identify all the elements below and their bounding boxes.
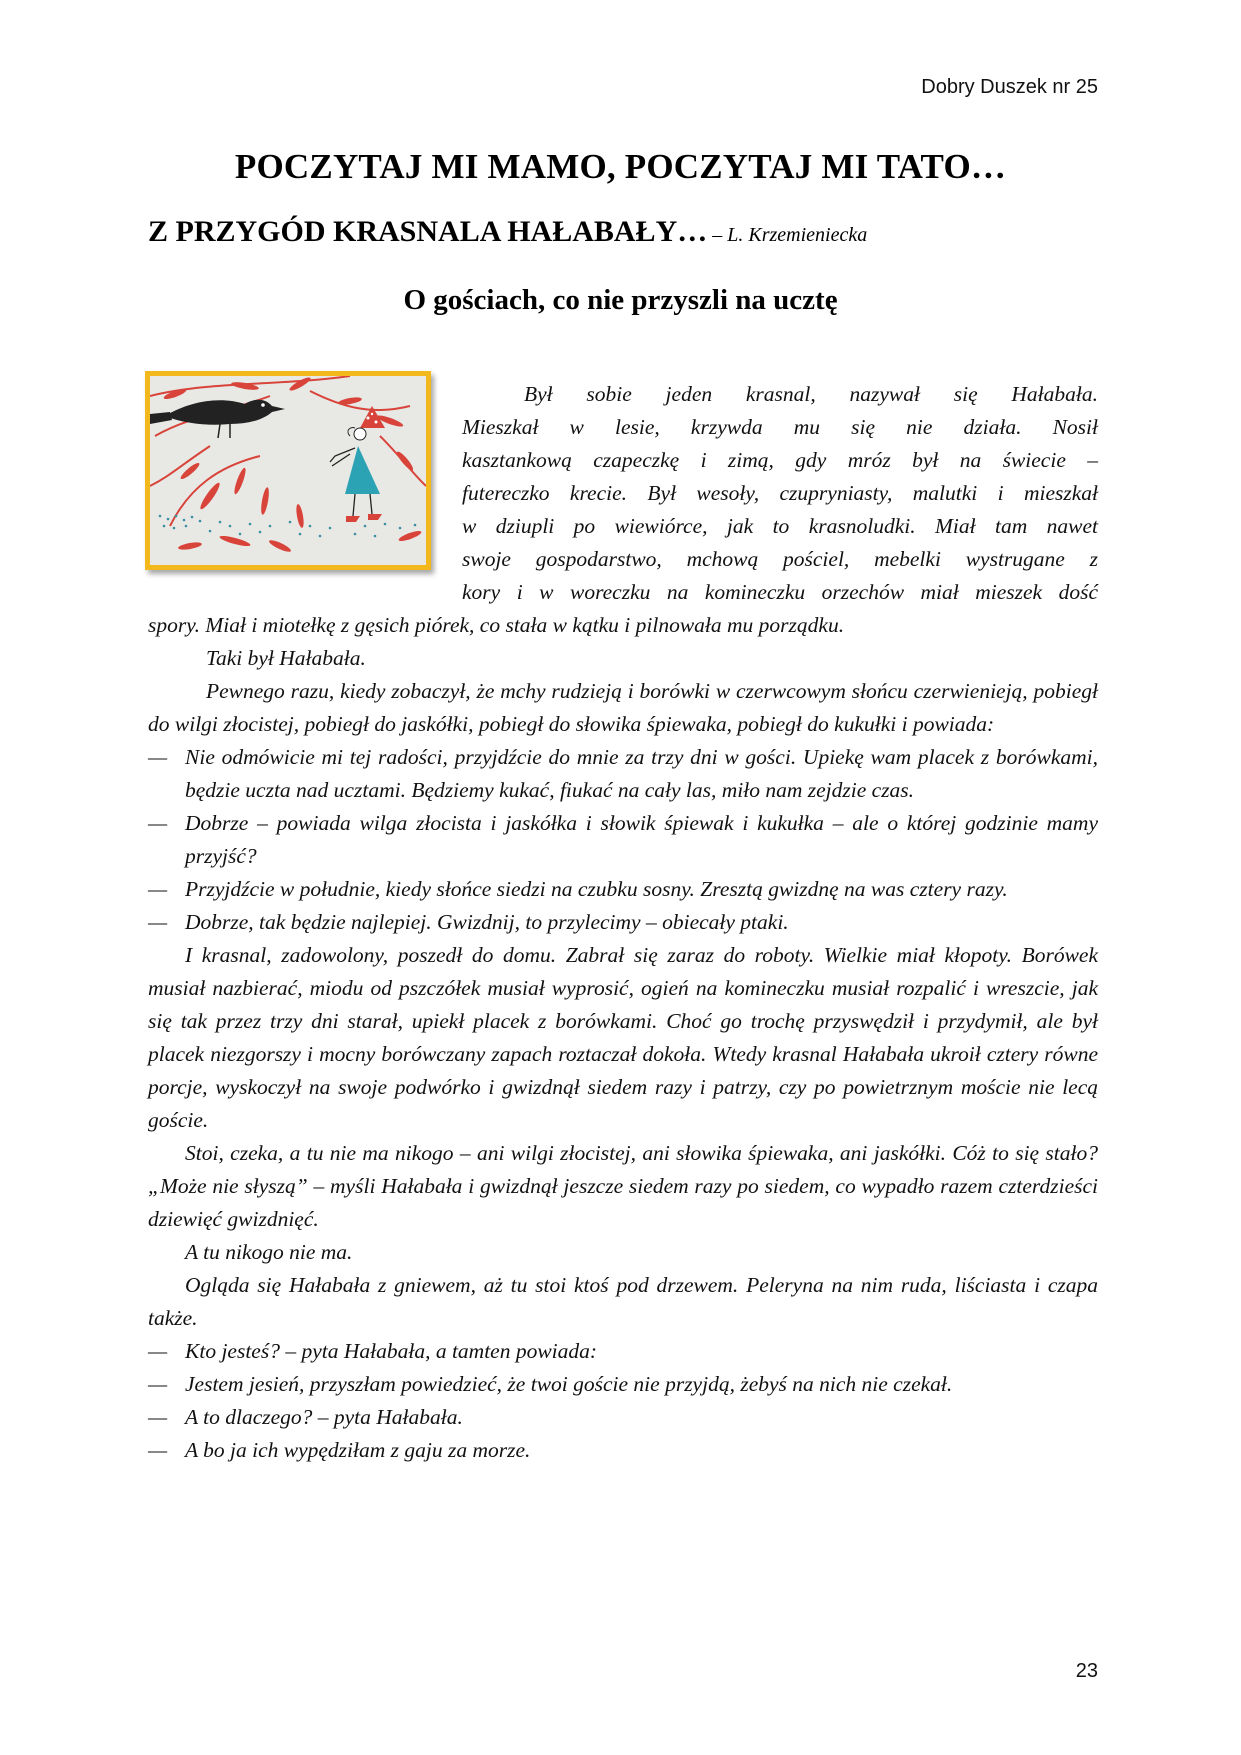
- subtitle-author: – L. Krzemieniecka: [707, 224, 868, 246]
- dialogue-line: [148, 807, 1098, 873]
- dialogue-dash: —: [148, 745, 168, 769]
- dialogue-line: [148, 1335, 1098, 1368]
- paragraph: Stoi, czeka, a tu nie ma nikogo – ani wilgi złocistej, ani słowika śpiewaka, ani jaskółki. Cóż to się stało? „Może nie słyszą” – myśli Hałabała i gwizdnął jeszcze siedem razy po siedem, co wypadło razem czterdzieści dziewięć gwizdnięć.: [148, 1141, 1098, 1231]
- dialogue-text: A bo ja ich wypędziłam z gaju za morze.: [185, 1438, 531, 1462]
- story-body: [148, 609, 1098, 1467]
- text-line: kory i w woreczku na komineczku orzechów miał mieszek dość: [462, 580, 1098, 604]
- dialogue-line: [148, 906, 1098, 939]
- dialogue-dash: —: [148, 1405, 168, 1429]
- dialogue-text: A to dlaczego? – pyta Hałabała.: [185, 1405, 463, 1429]
- dialogue-text: Jestem jesień, przyszłam powiedzieć, że twoi goście nie przyjdą, żebyś na nich nie czekał.: [185, 1372, 953, 1396]
- dialogue-text: Dobrze – powiada wilga złocista i jaskółka i słowik śpiewak i kukułka – ale o której godzinie mamy przyjść?: [185, 811, 1098, 868]
- dialogue-text: Kto jesteś? – pyta Hałabała, a tamten powiada:: [185, 1339, 598, 1363]
- dialogue-text: Dobrze, tak będzie najlepiej. Gwizdnij, to przylecimy – obiecały ptaki.: [185, 910, 789, 934]
- dialogue-text: Nie odmówicie mi tej radości, przyjdźcie do mnie za trzy dni w gości. Upiekę wam placek z borówkami, będzie uczta nad ucztami. Będziemy kukać, fiukać na cały las, miło nam zejdzie czas.: [185, 745, 1098, 802]
- text-line: Był sobie jeden krasnal, nazywał się Hałabała.: [524, 382, 1098, 406]
- subtitle: [148, 215, 867, 249]
- paragraph: I krasnal, zadowolony, poszedł do domu. Zabrał się zaraz do roboty. Wielkie miał kłopoty. Borówek musiał nazbierać, miodu od pszczółek musiał wyprosić, ogień na komineczku musiał rozpalić i wreszcie, jak się tak przez trzy dni starał, upiekł placek z borówkami. Choć go trochę przyswędził i przydymił, ale był placek niezgorszy i mocny borówczany zapach roztaczał dokoła. Wtedy krasnal Hałabała ukroił cztery równe porcje, wyskoczył na swoje podwórko i gwizdnął siedem razy i patrzy, czy po powietrznym moście nie lecą goście.: [148, 943, 1098, 1132]
- dialogue-dash: —: [148, 811, 168, 835]
- subtitle-main: Z PRZYGÓD KRASNALA HAŁABAŁY…: [148, 215, 708, 248]
- dialogue-dash: —: [148, 877, 168, 901]
- dialogue-dash: —: [148, 910, 168, 934]
- paragraph: Ogląda się Hałabała z gniewem, aż tu stoi ktoś pod drzewem. Peleryna na nim ruda, liściasta i czapa także.: [148, 1273, 1098, 1330]
- text-line: swoje gospodarstwo, mchową pościel, mebelki wystrugane z: [462, 547, 1098, 571]
- page-number: 23: [1075, 1660, 1098, 1682]
- paragraph: A tu nikogo nie ma.: [185, 1240, 353, 1264]
- dialogue-dash: —: [148, 1438, 168, 1462]
- page-title: POCZYTAJ MI MAMO, POCZYTAJ MI TATO…: [234, 147, 1007, 186]
- paragraph: Taki był Hałabała.: [206, 646, 366, 670]
- wrapped-text-block: [462, 378, 1098, 609]
- paragraph: spory. Miał i miotełkę z gęsich piórek, co stała w kątku i pilnowała mu porządku.: [148, 613, 845, 637]
- text-line: w dziupli po wiewiórce, jak to krasnoludki. Miał tam nawet: [462, 514, 1098, 538]
- dialogue-line: [148, 1368, 1098, 1401]
- text-line: Mieszkał w lesie, krzywda mu się nie działa. Nosił: [462, 415, 1098, 439]
- dialogue-dash: —: [148, 1339, 168, 1363]
- text-line: kasztankową czapeczkę i zimą, gdy mróz był na świecie –: [462, 448, 1098, 472]
- dialogue-line: [148, 1434, 1098, 1467]
- story-title: O gościach, co nie przyszli na ucztę: [403, 284, 838, 316]
- dialogue-dash: —: [148, 1372, 168, 1396]
- dialogue-text: Przyjdźcie w południe, kiedy słońce siedzi na czubku sosny. Zresztą gwizdnę na was cztery razy.: [185, 877, 1008, 901]
- dialogue-line: [148, 873, 1098, 906]
- bird-and-gnome-illustration: [145, 371, 431, 570]
- dialogue-line: [148, 1401, 1098, 1434]
- running-header: Dobry Duszek nr 25: [921, 76, 1098, 98]
- dialogue-line: [148, 741, 1098, 807]
- paragraph: Pewnego razu, kiedy zobaczył, że mchy rudzieją i borówki w czerwcowym słońcu czerwienieją, pobiegł do wilgi złocistej, pobiegł do jaskółki, pobiegł do słowika śpiewaka, pobiegł do kukułki i powiada:: [148, 679, 1098, 736]
- text-line: futereczko krecie. Był wesoły, czupryniasty, malutki i mieszkał: [462, 481, 1098, 505]
